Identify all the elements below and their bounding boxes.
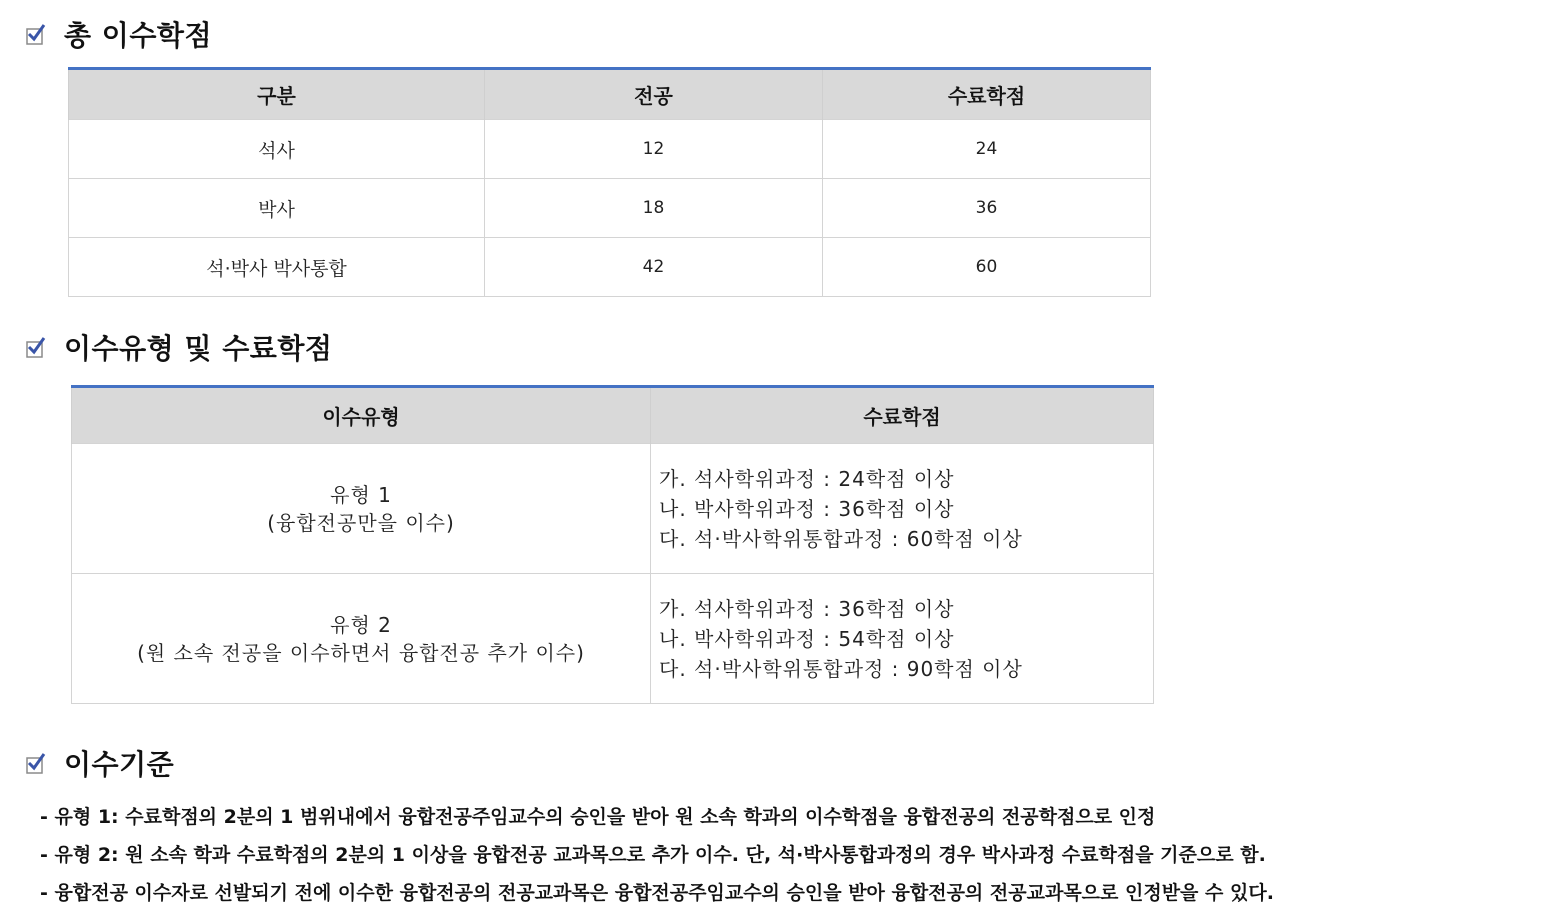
checkbox-check-icon (26, 23, 46, 45)
list-item: - 융합전공 이수자로 선발되기 전에 이수한 융합전공의 전공교과목은 융합전공주임교수의 승인을 받아 융합전공의 전공교과목으로 인정받을 수 있다. (40, 882, 1274, 904)
section-title-criteria (26, 743, 174, 783)
requirement-cell (651, 444, 1154, 574)
degree-cell: 석·박사 박사통합 (69, 238, 485, 297)
course-type-description: (원 소속 전공을 이수하면서 융합전공 추가 이수) (137, 640, 585, 665)
total-credits-table (68, 67, 1151, 297)
section-title-course-types (26, 327, 332, 367)
section-heading: 이수유형 및 수료학점 (64, 332, 333, 365)
column-header: 전공 (485, 69, 823, 120)
checkbox-check-icon (26, 336, 46, 358)
list-item: - 유형 2: 원 소속 학과 수료학점의 2분의 1 이상을 융합전공 교과목으로 추가 이수. 단, 석·박사통합과정의 경우 박사과정 수료학점을 기준으로 함. (40, 844, 1266, 866)
requirement-line: 가. 석사학위과정 : 36학점 이상 (659, 596, 955, 621)
table-row (69, 120, 1151, 179)
requirement-cell (651, 574, 1154, 704)
course-type-description: (융합전공만을 이수) (267, 510, 455, 535)
table-row (72, 444, 1154, 574)
requirement-line: 가. 석사학위과정 : 24학점 이상 (659, 466, 955, 491)
course-type-name: 유형 2 (330, 612, 392, 637)
checkbox-check-icon (26, 752, 46, 774)
completion-credits-cell: 36 (823, 179, 1151, 238)
table-header-row (69, 69, 1151, 120)
major-credits-cell: 12 (485, 120, 823, 179)
table-row (69, 179, 1151, 238)
course-type-name: 유형 1 (330, 482, 392, 507)
requirement-line: 다. 석·박사학위통합과정 : 60학점 이상 (659, 526, 1023, 551)
criteria-list (40, 800, 1274, 914)
section-title-total-credits (26, 14, 212, 54)
degree-cell: 석사 (69, 120, 485, 179)
table-row (69, 238, 1151, 297)
column-header: 이수유형 (72, 387, 651, 444)
section-heading: 이수기준 (64, 748, 175, 781)
requirement-line: 다. 석·박사학위통합과정 : 90학점 이상 (659, 656, 1023, 681)
section-heading: 총 이수학점 (64, 19, 212, 52)
degree-cell: 박사 (69, 179, 485, 238)
column-header: 구분 (69, 69, 485, 120)
major-credits-cell: 42 (485, 238, 823, 297)
major-credits-cell: 18 (485, 179, 823, 238)
column-header: 수료학점 (651, 387, 1154, 444)
course-type-table (71, 385, 1154, 704)
completion-credits-cell: 60 (823, 238, 1151, 297)
completion-credits-cell: 24 (823, 120, 1151, 179)
list-item: - 유형 1: 수료학점의 2분의 1 범위내에서 융합전공주임교수의 승인을 받아 원 소속 학과의 이수학점을 융합전공의 전공학점으로 인정 (40, 806, 1156, 828)
column-header: 수료학점 (823, 69, 1151, 120)
table-row (72, 574, 1154, 704)
requirement-line: 나. 박사학위과정 : 36학점 이상 (659, 496, 955, 521)
table-header-row (72, 387, 1154, 444)
requirement-line: 나. 박사학위과정 : 54학점 이상 (659, 626, 955, 651)
course-type-cell (72, 574, 651, 704)
course-type-cell (72, 444, 651, 574)
